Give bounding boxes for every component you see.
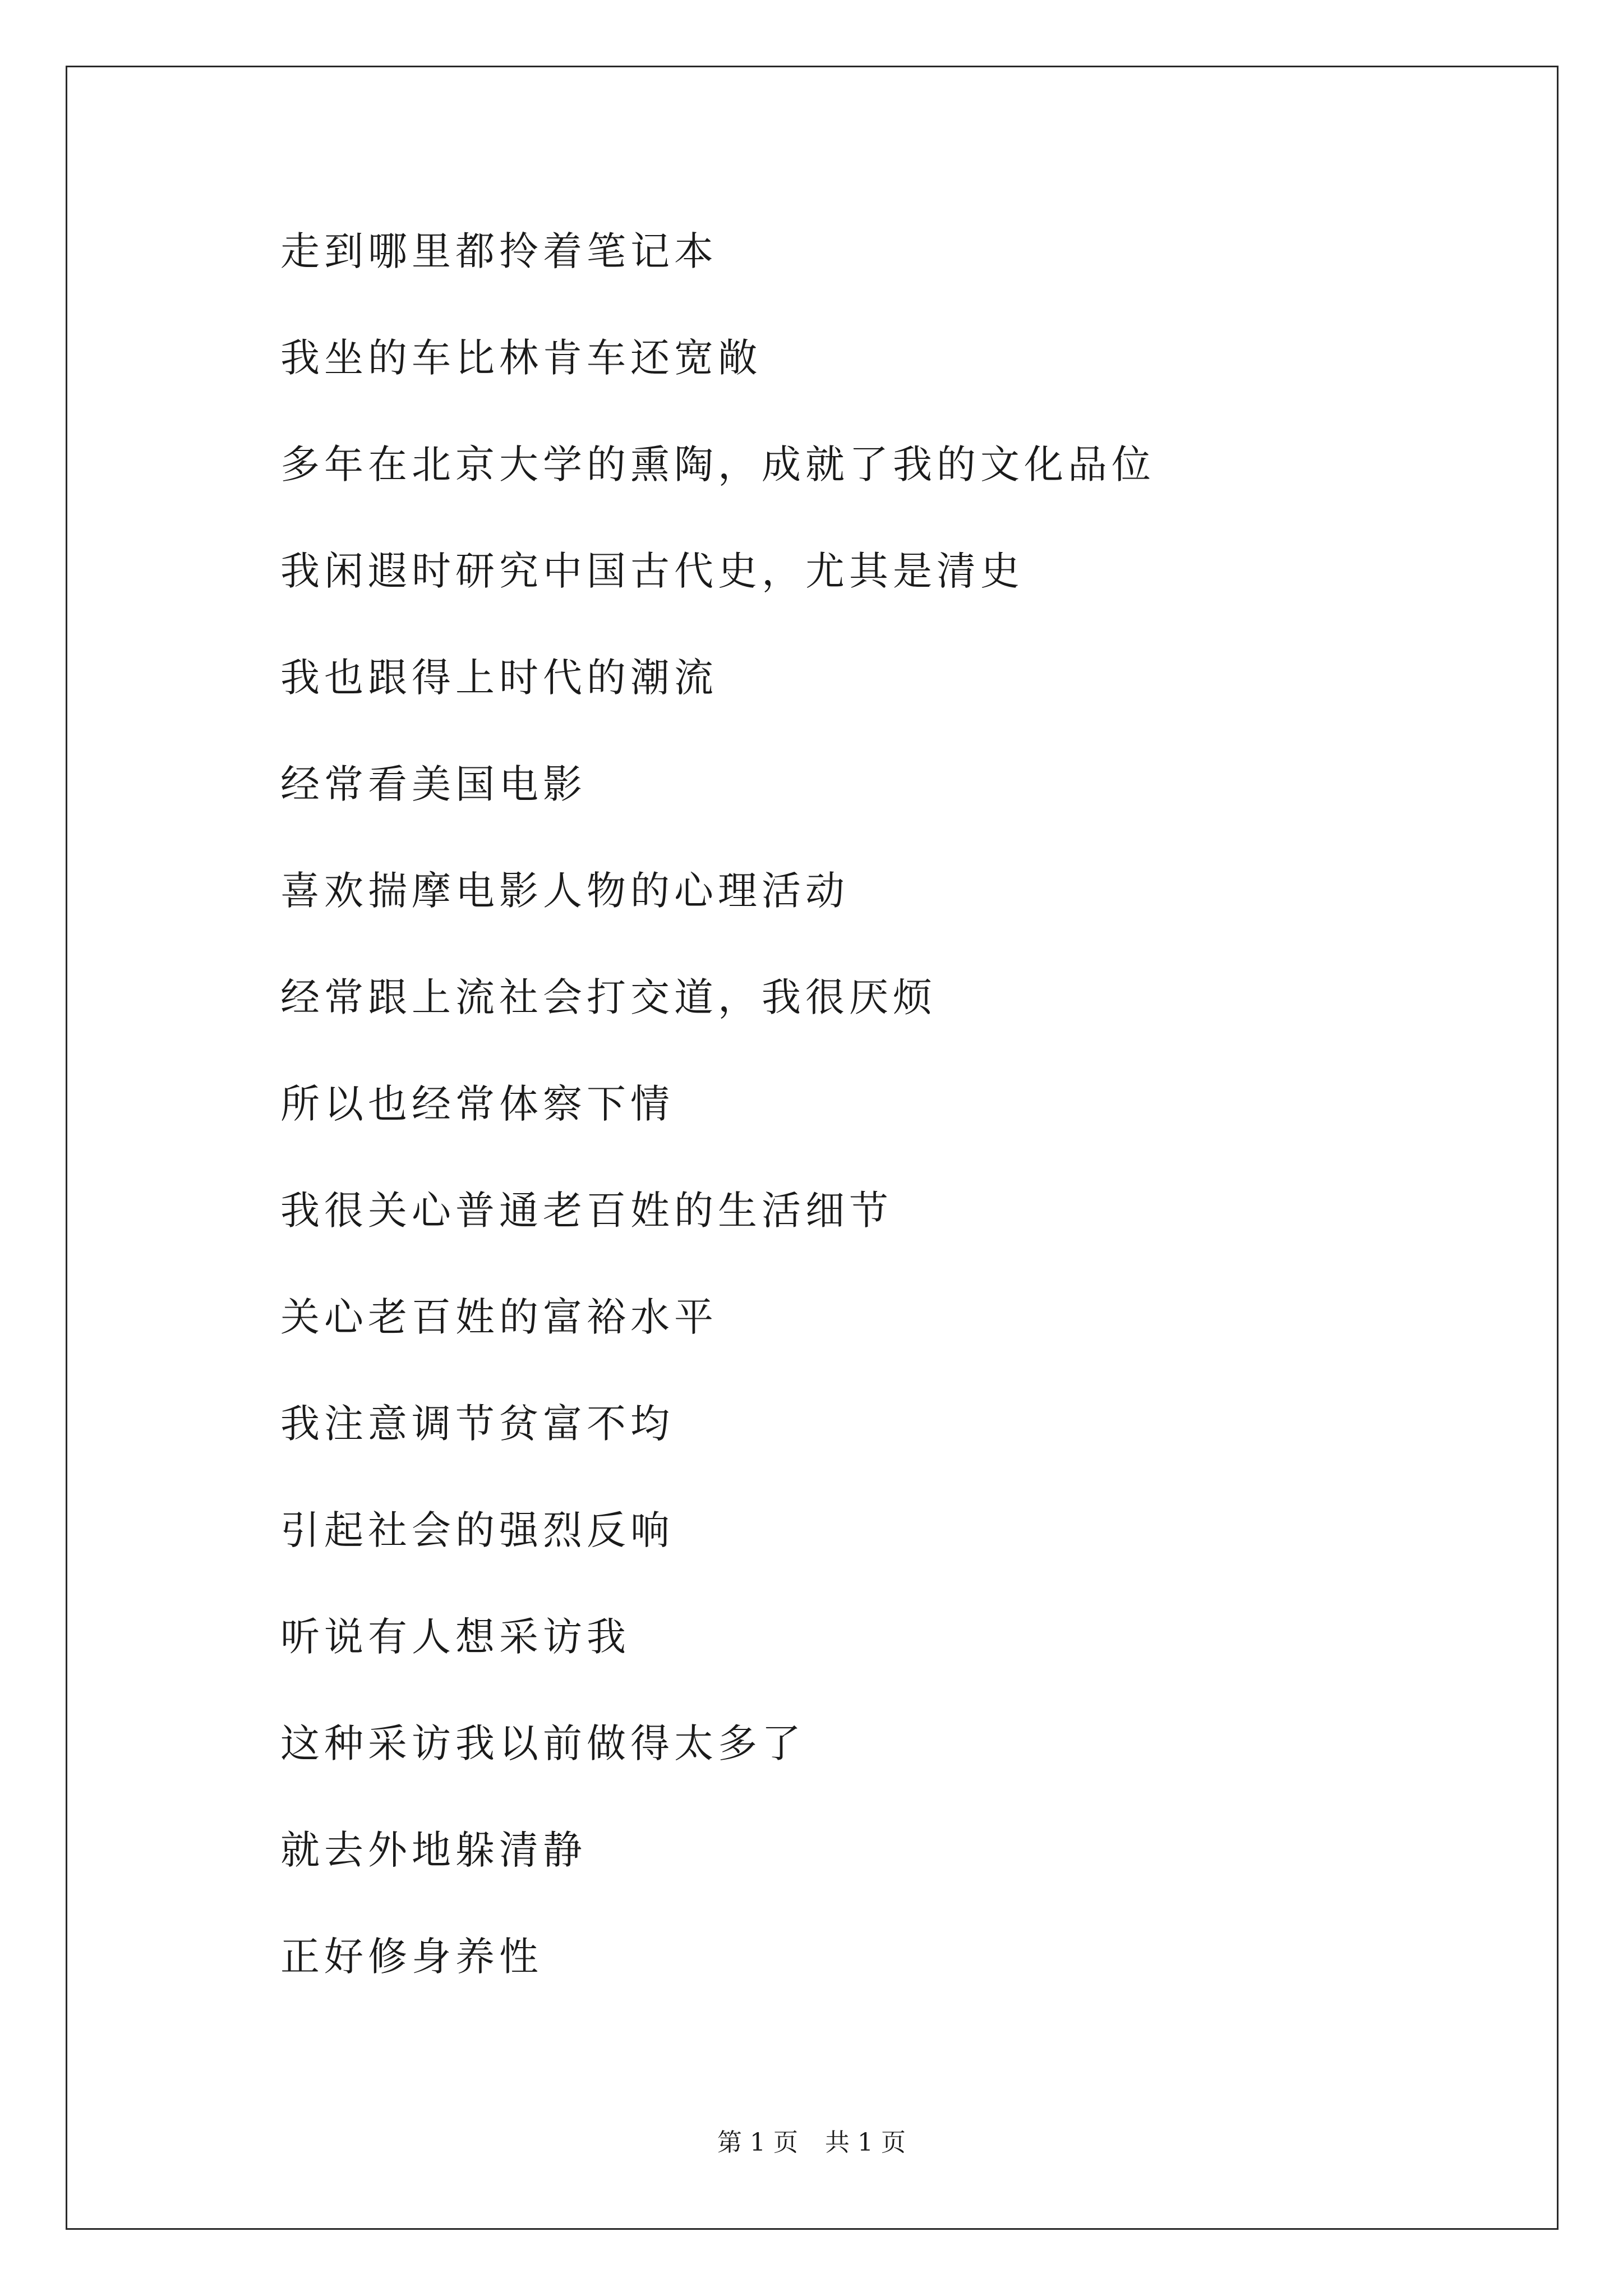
- text-line: 我闲遐时研究中国古代史，尤其是清史: [280, 548, 1024, 594]
- text-line: 走到哪里都拎着笔记本: [280, 228, 718, 274]
- text-line: 我注意调节贫富不均: [280, 1401, 674, 1447]
- text-line: 经常看美国电影: [280, 761, 587, 807]
- text-line: 引起社会的强烈反响: [280, 1507, 674, 1553]
- page-number-total: 共 1 页: [825, 2128, 906, 2157]
- text-line: 经常跟上流社会打交道，我很厌烦: [280, 974, 937, 1020]
- text-line: 就去外地躲清静: [280, 1827, 587, 1873]
- text-line: 这种采访我以前做得太多了: [280, 1720, 805, 1766]
- text-line: 听说有人想采访我: [280, 1614, 630, 1660]
- text-line: 我坐的车比林肯车还宽敞: [280, 335, 762, 381]
- text-line: 所以也经常体察下情: [280, 1081, 674, 1127]
- page-footer: [0, 2126, 1623, 2160]
- text-line: 喜欢揣摩电影人物的心理活动: [280, 868, 849, 914]
- text-line: 关心老百姓的富裕水平: [280, 1294, 718, 1340]
- text-line: 我也跟得上时代的潮流: [280, 655, 718, 701]
- document-body: [280, 218, 1514, 2030]
- text-line: 多年在北京大学的熏陶，成就了我的文化品位: [280, 441, 1155, 487]
- text-line: 我很关心普通老百姓的生活细节: [280, 1188, 893, 1234]
- page-number-current: 第 1 页: [717, 2128, 798, 2157]
- text-line: 正好修身养性: [280, 1934, 543, 1980]
